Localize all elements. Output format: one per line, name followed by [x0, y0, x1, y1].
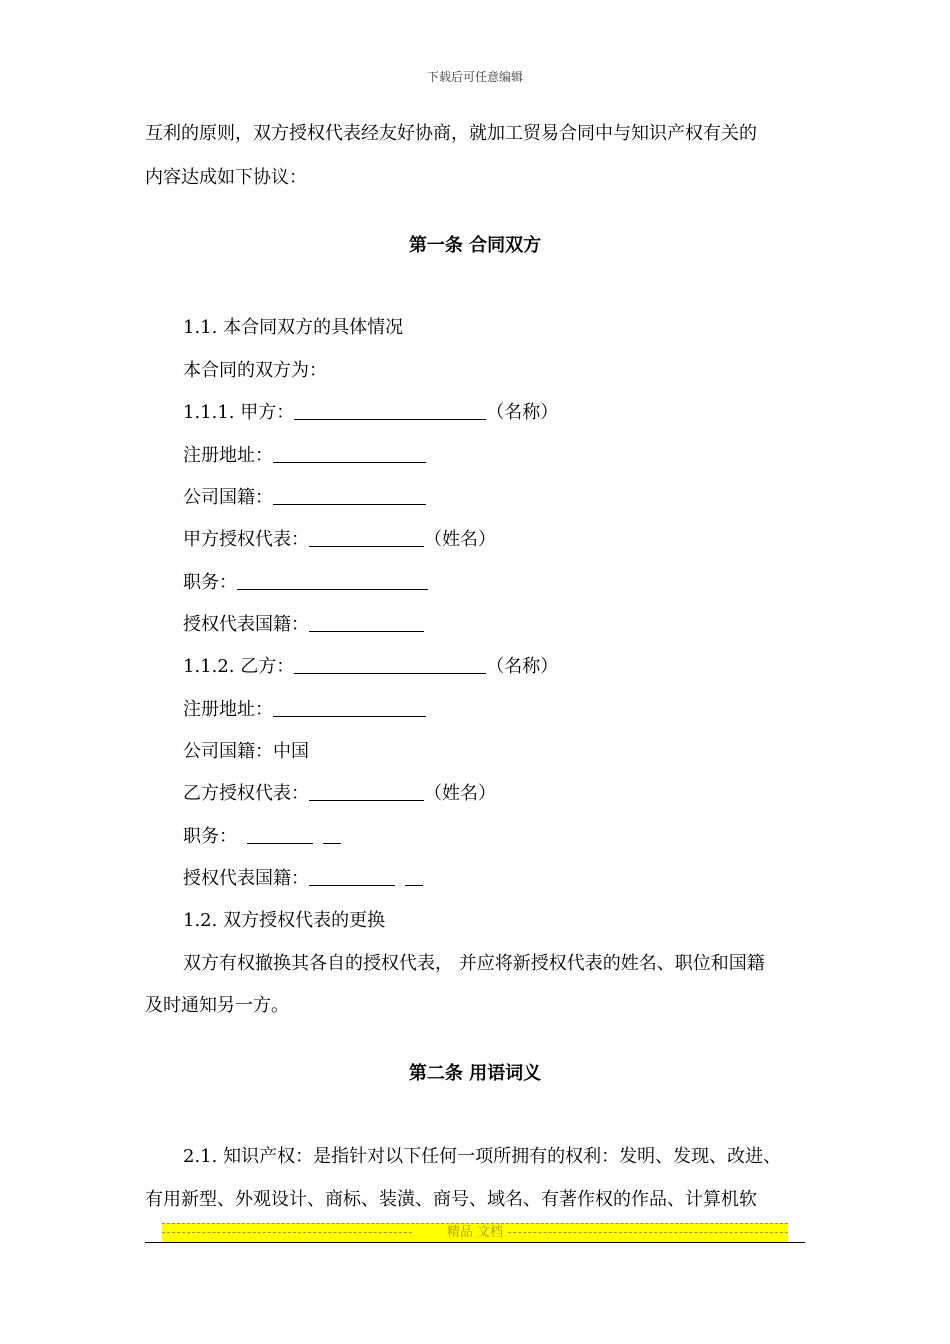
party-a-position-line: [183, 571, 428, 595]
party-b-position-blank: [247, 825, 313, 844]
party-a-position-label: 职务：: [183, 572, 237, 593]
party-a-nationality-blank: [273, 486, 426, 505]
party-b-rep-suffix: （姓名）: [424, 783, 496, 804]
article-2-title: 第二条 用语词义: [408, 1063, 542, 1084]
party-b-position-label: 职务：: [183, 826, 237, 847]
footer-banner: [162, 1223, 788, 1242]
party-a-label: 1.1.1. 甲方：: [183, 402, 295, 423]
party-a-rep-nationality-label: 授权代表国籍：: [183, 614, 309, 635]
party-b-address-blank: [273, 698, 426, 717]
party-b-nationality-line: 公司国籍：中国: [183, 741, 309, 762]
party-b-rep-nationality-line: [183, 867, 423, 891]
party-b-address-label: 注册地址：: [183, 699, 273, 720]
party-a-nationality-label: 公司国籍：: [183, 487, 273, 508]
party-b-rep-nationality-blank: [309, 867, 395, 886]
party-a-address-blank: [273, 444, 426, 463]
intro-line-2: 内容达成如下协议：: [145, 167, 307, 188]
footer-label: 精品 文档: [443, 1225, 507, 1240]
party-a-address-line: [183, 444, 426, 468]
party-a-nationality-line: [183, 486, 426, 510]
party-b-label: 1.1.2. 乙方：: [183, 656, 295, 677]
party-b-position-blank-2: [323, 825, 341, 844]
party-a-name-line: [183, 401, 558, 425]
party-b-name-line: [183, 655, 558, 679]
section-1-1: 1.1. 本合同双方的具体情况: [183, 317, 404, 338]
party-a-rep-nationality-line: [183, 613, 424, 637]
party-a-name-blank: [294, 401, 486, 420]
party-a-rep-line: [183, 528, 496, 552]
party-b-name-suffix: （名称）: [486, 656, 559, 677]
party-b-name-blank: [294, 655, 486, 674]
header-note: 下载后可任意编辑: [426, 70, 523, 84]
party-a-rep-label: 甲方授权代表：: [183, 529, 309, 550]
party-b-rep-nationality-blank-2: [405, 867, 423, 886]
party-a-name-suffix: （名称）: [486, 402, 559, 423]
party-a-rep-blank: [309, 528, 424, 547]
section-1-2-text-2: 及时通知另一方。: [145, 995, 289, 1016]
section-1-2: 1.2. 双方授权代表的更换: [183, 910, 386, 931]
party-b-address-line: [183, 698, 426, 722]
intro-line-1: 互利的原则，双方授权代表经友好协商，就加工贸易合同中与知识产权有关的: [145, 123, 757, 144]
party-b-rep-nationality-label: 授权代表国籍：: [183, 868, 309, 889]
party-b-position-line: [183, 825, 341, 849]
parties-intro: 本合同的双方为：: [183, 360, 327, 381]
footer-rule: [145, 1242, 805, 1243]
section-2-1-line-2: 有用新型、外观设计、商标、装潢、商号、域名、有著作权的作品、计算机软: [145, 1189, 757, 1210]
party-a-rep-nationality-blank: [309, 613, 424, 632]
party-b-rep-label: 乙方授权代表：: [183, 783, 309, 804]
party-b-rep-blank: [309, 782, 424, 801]
party-b-rep-line: [183, 782, 496, 806]
party-a-rep-suffix: （姓名）: [424, 529, 496, 550]
party-a-position-blank: [237, 571, 428, 590]
party-a-address-label: 注册地址：: [183, 445, 273, 466]
section-1-2-text-1: 双方有权撤换其各自的授权代表， 并应将新授权代表的姓名、职位和国籍: [183, 953, 765, 974]
section-2-1-line-1: 2.1. 知识产权：是指针对以下任何一项所拥有的权利：发明、发现、改进、: [183, 1146, 782, 1167]
article-1-title: 第一条 合同双方: [408, 235, 542, 256]
